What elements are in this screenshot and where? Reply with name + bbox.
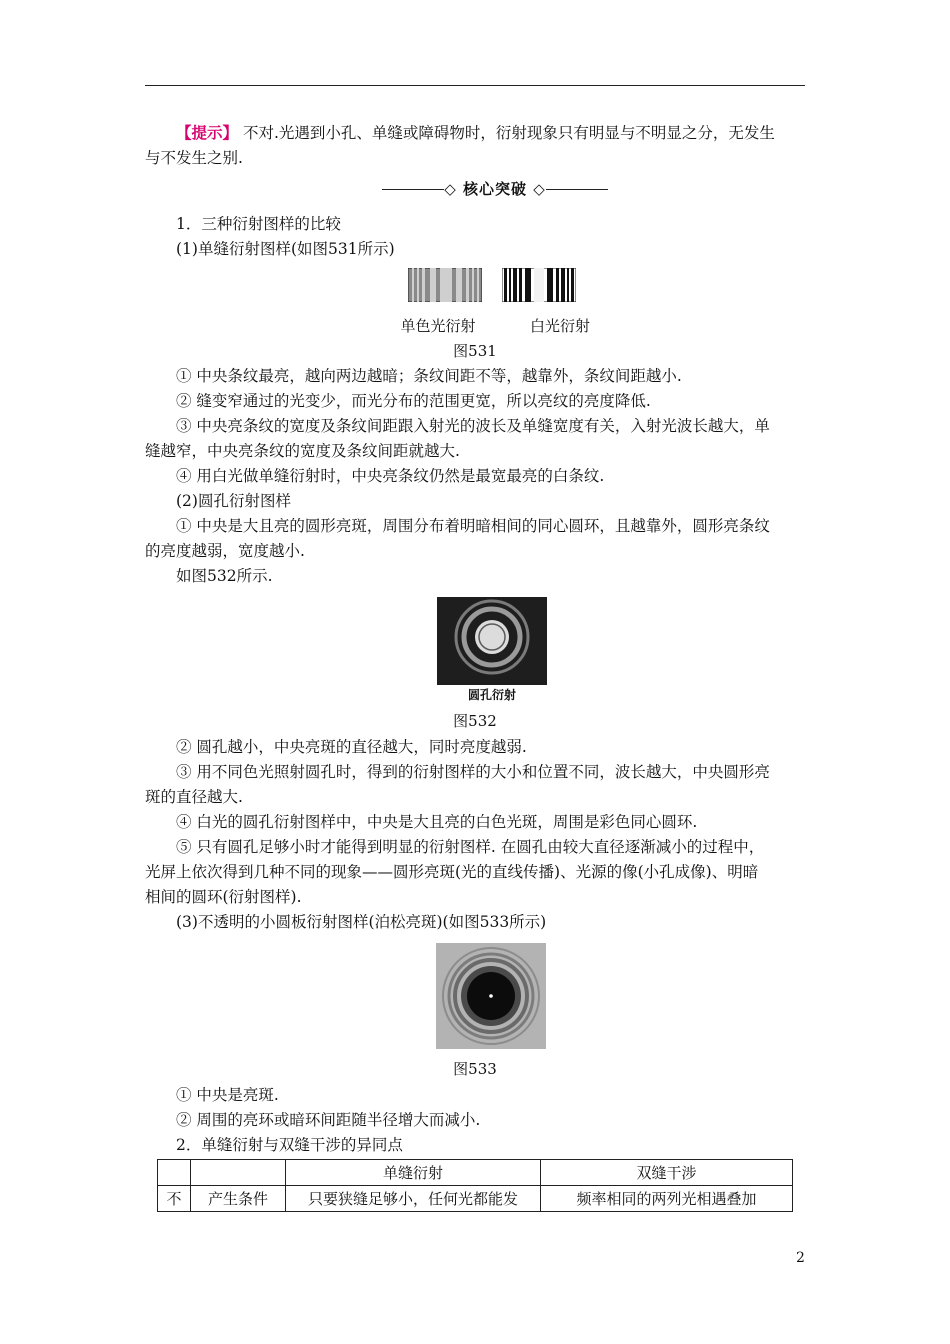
fig532-label: 圆孔衍射	[467, 688, 516, 702]
table-header-cell	[191, 1160, 286, 1186]
heading-3: (3)不透明的小圆板衍射图样(泊松亮斑)(如图533所示)	[176, 913, 547, 931]
fig531-label-white: 白光衍射	[529, 317, 590, 335]
hint-text-2: 与不发生之别.	[145, 149, 243, 167]
section-line-left	[382, 189, 444, 190]
poisson-spot-image	[436, 943, 546, 1049]
comparison-table	[157, 1159, 793, 1212]
single-slit-point-2: ② 缝变窄通过的光变少，而光分布的范围更宽，所以亮纹的亮度降低.	[176, 392, 651, 410]
heading-2: (2)圆孔衍射图样	[176, 492, 291, 510]
table-cell: 产生条件	[191, 1186, 286, 1212]
table-cell: 不	[158, 1186, 191, 1212]
single-slit-point-3b: 缝越窄，中央亮条纹的宽度及条纹间距就越大.	[145, 442, 460, 460]
section-heading	[360, 178, 630, 199]
heading-1a: (1)单缝衍射图样(如图531所示)	[176, 240, 395, 258]
monochrome-diffraction-image	[408, 268, 482, 302]
hint-text-1: 不对.光遇到小孔、单缝或障碍物时，衍射现象只有明显与不明显之分，无发生	[238, 124, 775, 142]
fig533-caption: 图533	[453, 1060, 497, 1078]
fig532-caption: 图532	[453, 712, 497, 730]
circular-point-4: ④ 白光的圆孔衍射图样中，中央是大且亮的白色光斑，周围是彩色同心圆环.	[176, 813, 698, 831]
section-line-right	[546, 189, 608, 190]
hint-paragraph	[145, 120, 807, 171]
single-slit-point-4: ④ 用白光做单缝衍射时，中央亮条纹仍然是最宽最亮的白条纹.	[176, 467, 605, 485]
table-cell: 只要狭缝足够小，任何光都能发	[286, 1186, 541, 1212]
table-header-cell: 双缝干涉	[541, 1160, 793, 1186]
poisson-point-1: ① 中央是亮斑.	[176, 1086, 279, 1104]
poisson-point-2: ② 周围的亮环或暗环间距随半径增大而减小.	[176, 1111, 481, 1129]
circular-point-5b: 光屏上依次得到几种不同的现象——圆形亮斑(光的直线传播)、光源的像(小孔成像)、明暗	[145, 863, 759, 881]
diamond-icon: ◇	[444, 180, 457, 198]
table-row	[158, 1160, 793, 1186]
table-row	[158, 1186, 793, 1212]
circular-point-3b: 斑的直径越大.	[145, 788, 243, 806]
fig531-caption: 图531	[453, 342, 497, 360]
page-number: 2	[796, 1250, 805, 1266]
circular-point-5a: ⑤ 只有圆孔足够小时才能得到明显的衍射图样. 在圆孔由较大直径逐渐减小的过程中，	[176, 838, 765, 856]
circular-point-1b: 的亮度越弱，宽度越小.	[145, 542, 305, 560]
hint-tag: 【提示】	[176, 123, 239, 142]
single-slit-point-3a: ③ 中央亮条纹的宽度及条纹间距跟入射光的波长及单缝宽度有关，入射光波长越大，单	[176, 417, 770, 435]
circular-point-1c: 如图532所示.	[176, 567, 273, 585]
circular-point-5c: 相间的圆环(衍射图样).	[145, 888, 302, 906]
circular-point-2: ② 圆孔越小，中央亮斑的直径越大，同时亮度越弱.	[176, 738, 527, 756]
section-title: 核心突破	[462, 180, 527, 198]
white-light-diffraction-image	[502, 268, 576, 302]
circular-aperture-diffraction-image	[437, 597, 547, 685]
circular-point-3a: ③ 用不同色光照射圆孔时，得到的衍射图样的大小和位置不同，波长越大，中央圆形亮	[176, 763, 770, 781]
heading-4: 2．单缝衍射与双缝干涉的异同点	[176, 1136, 403, 1154]
circular-point-1a: ① 中央是大且亮的圆形亮斑，周围分布着明暗相间的同心圆环，且越靠外，圆形亮条纹	[176, 517, 770, 535]
table-header-cell: 单缝衍射	[286, 1160, 541, 1186]
fig531-label-mono: 单色光衍射	[400, 317, 476, 335]
diamond-icon: ◇	[533, 180, 546, 198]
heading-1: 1．三种衍射图样的比较	[176, 215, 341, 233]
table-header-cell	[158, 1160, 191, 1186]
table-cell: 频率相同的两列光相遇叠加	[541, 1186, 793, 1212]
single-slit-point-1: ① 中央条纹最亮，越向两边越暗；条纹间距不等，越靠外，条纹间距越小.	[176, 367, 682, 385]
header-rule	[145, 85, 805, 86]
